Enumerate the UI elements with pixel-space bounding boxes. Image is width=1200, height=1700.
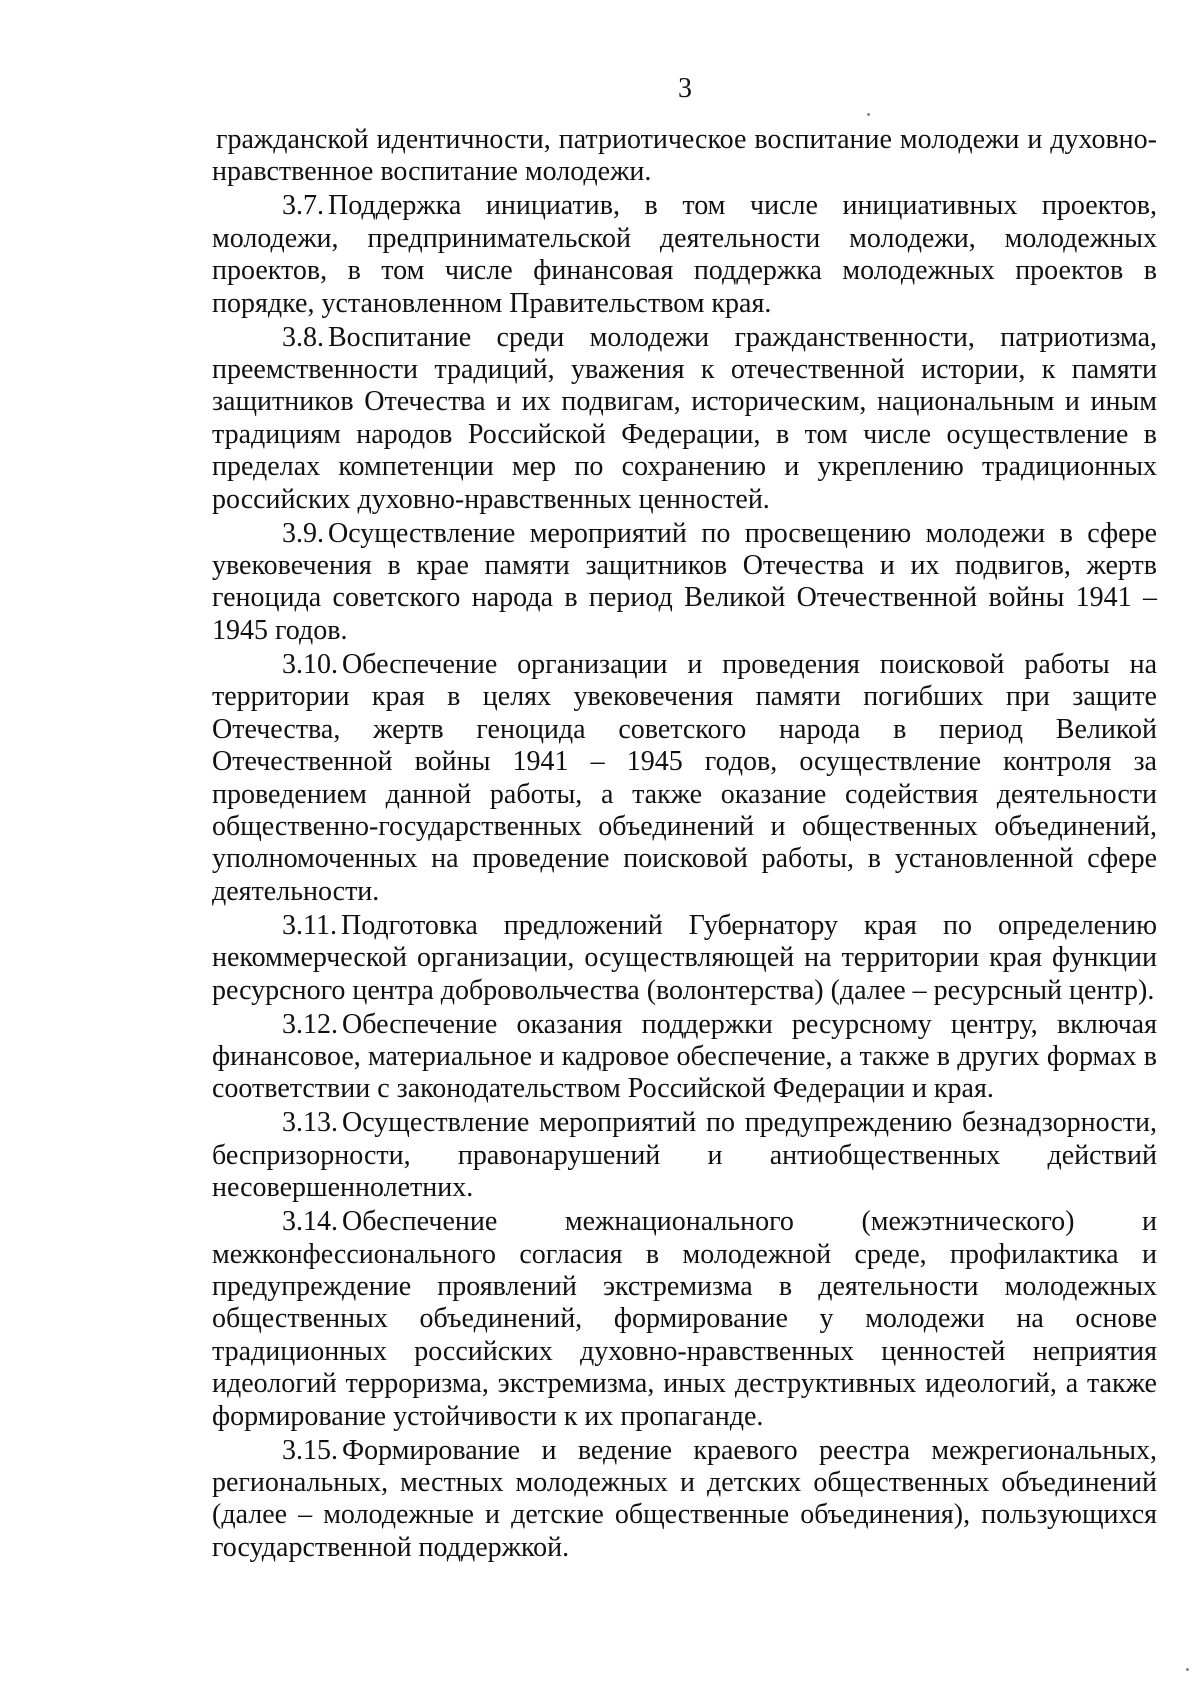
paragraph-3-12 [212, 1009, 1157, 1106]
paragraph-3-15 [212, 1435, 1157, 1565]
paragraph-3-11 [212, 910, 1157, 1007]
paragraph-continuation [212, 124, 1157, 189]
paragraph-text: Обеспечение организации и проведения поисковой работы на территории края в целях увековечения памяти погибших при защите Отечества, жертв геноцида советского народа в период Великой Отечественной войны 1941 – 1945 годов, осуществление контроля за проведением данной работы, а также оказание содействия деятельности общественно-государственных объединений и общественных объединений, уполномоченных на проведение поисковой работы, в установленной сфере деятельности. [212, 648, 1157, 907]
paragraph-text: Осуществление мероприятий по предупреждению безнадзорности, беспризорности, правонарушений и антиобщественных действий несовершеннолетних. [212, 1107, 1157, 1204]
paragraph-number: 3.7. [282, 190, 324, 222]
paragraph-text: Формирование и ведение краевого реестра межрегиональных, региональных, местных молодежных и детских общественных объединений (далее – молодежные и детские общественные объединения), пользующихся государственной поддержкой. [212, 1434, 1157, 1563]
paragraph-text: Обеспечение межнационального (межэтнического) и межконфессионального согласия в молодежной среде, профилактика и предупреждение проявлений экстремизма в деятельности молодежных общественных объединений, формирование у молодежи на основе традиционных российских духовно-нравственных ценностей неприятия идеологий терроризма, экстремизма, иных деструктивных идеологий, а также формирование устойчивости к их пропаганде. [212, 1206, 1157, 1432]
paragraph-3-14 [212, 1206, 1157, 1433]
paragraph-3-8 [212, 322, 1157, 516]
paragraph-text: Воспитание среди молодежи гражданственности, патриотизма, преемственности традиций, уважения к отечественной истории, к памяти защитников Отечества и их подвигам, историческим, национальным и иным традициям народов Российской Федерации, в том числе осуществление в пределах компетенции мер по сохранению и укреплению традиционных российских духовно-нравственных ценностей. [212, 321, 1157, 515]
page-number: 3 [678, 73, 692, 104]
paragraph-3-13 [212, 1107, 1157, 1204]
paragraph-number: 3.15. [282, 1434, 338, 1466]
paragraph-3-10 [212, 649, 1157, 908]
paragraph-text: Подготовка предложений Губернатору края по определению некоммерческой организации, осуществляющей на территории края функции ресурсного центра добровольчества (волонтерства) (далее – ресурсный центр). [212, 909, 1157, 1006]
paragraph-text: Обеспечение оказания поддержки ресурсному центру, включая финансовое, материальное и кадровое обеспечение, а также в других формах в соответствии с законодательством Российской Федерации и края. [212, 1008, 1157, 1105]
paragraph-3-9 [212, 518, 1157, 648]
paragraph-number: 3.8. [282, 321, 324, 353]
scan-speck [1186, 1668, 1189, 1671]
paragraph-number: 3.14. [282, 1206, 338, 1238]
paragraph-text: гражданской идентичности, патриотическое воспитание молодежи и духовно-нравственное воспитание молодежи. [212, 124, 1157, 188]
paragraph-number: 3.10. [282, 648, 338, 680]
scan-speck [867, 113, 870, 116]
paragraph-3-7 [212, 190, 1157, 320]
paragraph-text: Осуществление мероприятий по просвещению молодежи в сфере увековечения в крае памяти защитников Отечества и их подвигов, жертв геноцида советского народа в период Великой Отечественной войны 1941 – 1945 годов. [212, 517, 1157, 646]
paragraph-number: 3.13. [282, 1107, 338, 1139]
paragraph-number: 3.12. [282, 1008, 338, 1040]
paragraph-text: Поддержка инициатив, в том числе инициативных проектов, молодежи, предпринимательской деятельности молодежи, молодежных проектов, в том числе финансовая поддержка молодежных проектов в порядке, установленном Правительством края. [212, 190, 1157, 319]
document-body [212, 124, 1157, 1566]
paragraph-number: 3.9. [282, 517, 324, 549]
paragraph-number: 3.11. [282, 909, 337, 941]
